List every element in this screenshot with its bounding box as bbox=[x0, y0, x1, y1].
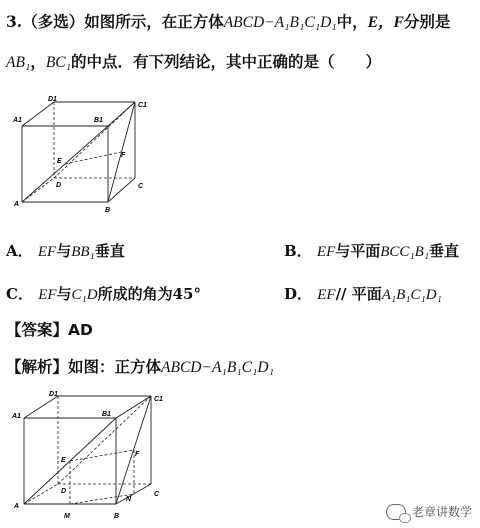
option-b-text1: 与平面 bbox=[335, 242, 381, 260]
watermark bbox=[386, 503, 472, 520]
option-d-text1: // 平面 bbox=[335, 285, 382, 303]
separator: ， bbox=[30, 52, 46, 71]
segment-ab1: AB₁ bbox=[6, 54, 31, 71]
hidden-segment-ef bbox=[65, 152, 121, 164]
option-b-letter: B． bbox=[284, 242, 312, 260]
segment-bc1: BC₁ bbox=[45, 54, 72, 71]
option-a-seg: BB₁ bbox=[71, 244, 95, 260]
label-b1: B1 bbox=[94, 117, 103, 124]
label-d1: D1 bbox=[48, 96, 57, 103]
label-d: D bbox=[56, 182, 62, 189]
analysis-text: 如图：正方体 bbox=[68, 357, 162, 376]
option-a-text1: 与 bbox=[56, 242, 72, 260]
label-n: N bbox=[126, 496, 132, 503]
edge-a1d1 bbox=[22, 102, 54, 126]
question-line-1 bbox=[6, 10, 450, 32]
label-a1: A1 bbox=[13, 117, 22, 124]
answer-line bbox=[6, 318, 93, 340]
label-a: A bbox=[14, 503, 20, 510]
label-m: M bbox=[64, 513, 70, 520]
option-a bbox=[6, 240, 125, 261]
option-c-text1: 与 bbox=[56, 285, 72, 303]
hidden-edge-ad bbox=[24, 484, 58, 504]
option-c-text2: 所成的角为 bbox=[97, 285, 173, 303]
label-c: C bbox=[138, 183, 144, 190]
watermark-text: 老章讲数学 bbox=[411, 505, 472, 519]
option-a-ef: EF bbox=[37, 244, 57, 260]
label-c1: C1 bbox=[154, 396, 163, 403]
option-b-text2: 垂直 bbox=[429, 242, 460, 260]
analysis-label: 【解析】 bbox=[6, 357, 69, 376]
question-line-2 bbox=[6, 50, 381, 72]
option-d-letter: D． bbox=[284, 285, 313, 303]
option-c bbox=[6, 283, 201, 304]
label-b1: B1 bbox=[102, 411, 111, 418]
label-e: E bbox=[57, 158, 62, 165]
cube-figure-2 bbox=[6, 388, 176, 526]
question-stem-3: 分别是 bbox=[403, 12, 451, 31]
question-number: 3. bbox=[6, 12, 23, 31]
label-c: C bbox=[154, 491, 160, 498]
option-c-angle: 45° bbox=[172, 285, 201, 303]
points-ef: E，F bbox=[367, 14, 404, 31]
question-stem-1: 如图所示，在正方体 bbox=[84, 12, 224, 31]
label-f: F bbox=[121, 152, 126, 159]
cube-name: ABCD−A₁B₁C₁D₁ bbox=[223, 14, 337, 31]
hidden-edge-ad bbox=[22, 178, 54, 202]
cube-figure-1 bbox=[8, 92, 158, 214]
option-a-letter: A． bbox=[6, 242, 33, 260]
edge-a1d1 bbox=[24, 396, 58, 418]
answer-value: AD bbox=[68, 321, 93, 339]
answer-label: 【答案】 bbox=[6, 320, 69, 339]
edge-b1c1 bbox=[116, 396, 151, 418]
question-stem-4: 的中点．有下列结论，其中正确的是（ ） bbox=[71, 52, 382, 71]
option-c-seg: C₁D bbox=[71, 287, 98, 303]
analysis-cube: ABCD−A₁B₁C₁D₁ bbox=[161, 359, 274, 376]
label-d: D bbox=[61, 488, 67, 495]
question-stem-2: 中， bbox=[336, 12, 368, 31]
option-d-ef: EF bbox=[317, 287, 336, 303]
analysis-line bbox=[6, 355, 274, 377]
label-c1: C1 bbox=[138, 102, 147, 109]
label-b: B bbox=[114, 513, 120, 520]
label-f: F bbox=[135, 451, 140, 458]
label-b: B bbox=[105, 207, 111, 214]
option-d bbox=[284, 283, 442, 304]
chat-bubble-icon bbox=[386, 504, 406, 520]
option-b bbox=[284, 240, 459, 261]
label-d1: D1 bbox=[49, 391, 58, 398]
question-type: （多选） bbox=[22, 12, 85, 31]
option-d-plane: A₁B₁C₁D₁ bbox=[381, 287, 442, 303]
label-e: E bbox=[61, 457, 66, 464]
option-a-text2: 垂直 bbox=[94, 242, 125, 260]
option-c-letter: C． bbox=[6, 285, 33, 303]
option-b-plane: BCC₁B₁ bbox=[380, 244, 430, 260]
label-a: A bbox=[14, 201, 20, 208]
diag-bc1 bbox=[116, 396, 151, 504]
option-b-ef: EF bbox=[316, 244, 336, 260]
label-a1: A1 bbox=[12, 413, 21, 420]
edge-bc bbox=[108, 178, 135, 202]
option-c-ef: EF bbox=[38, 287, 57, 303]
